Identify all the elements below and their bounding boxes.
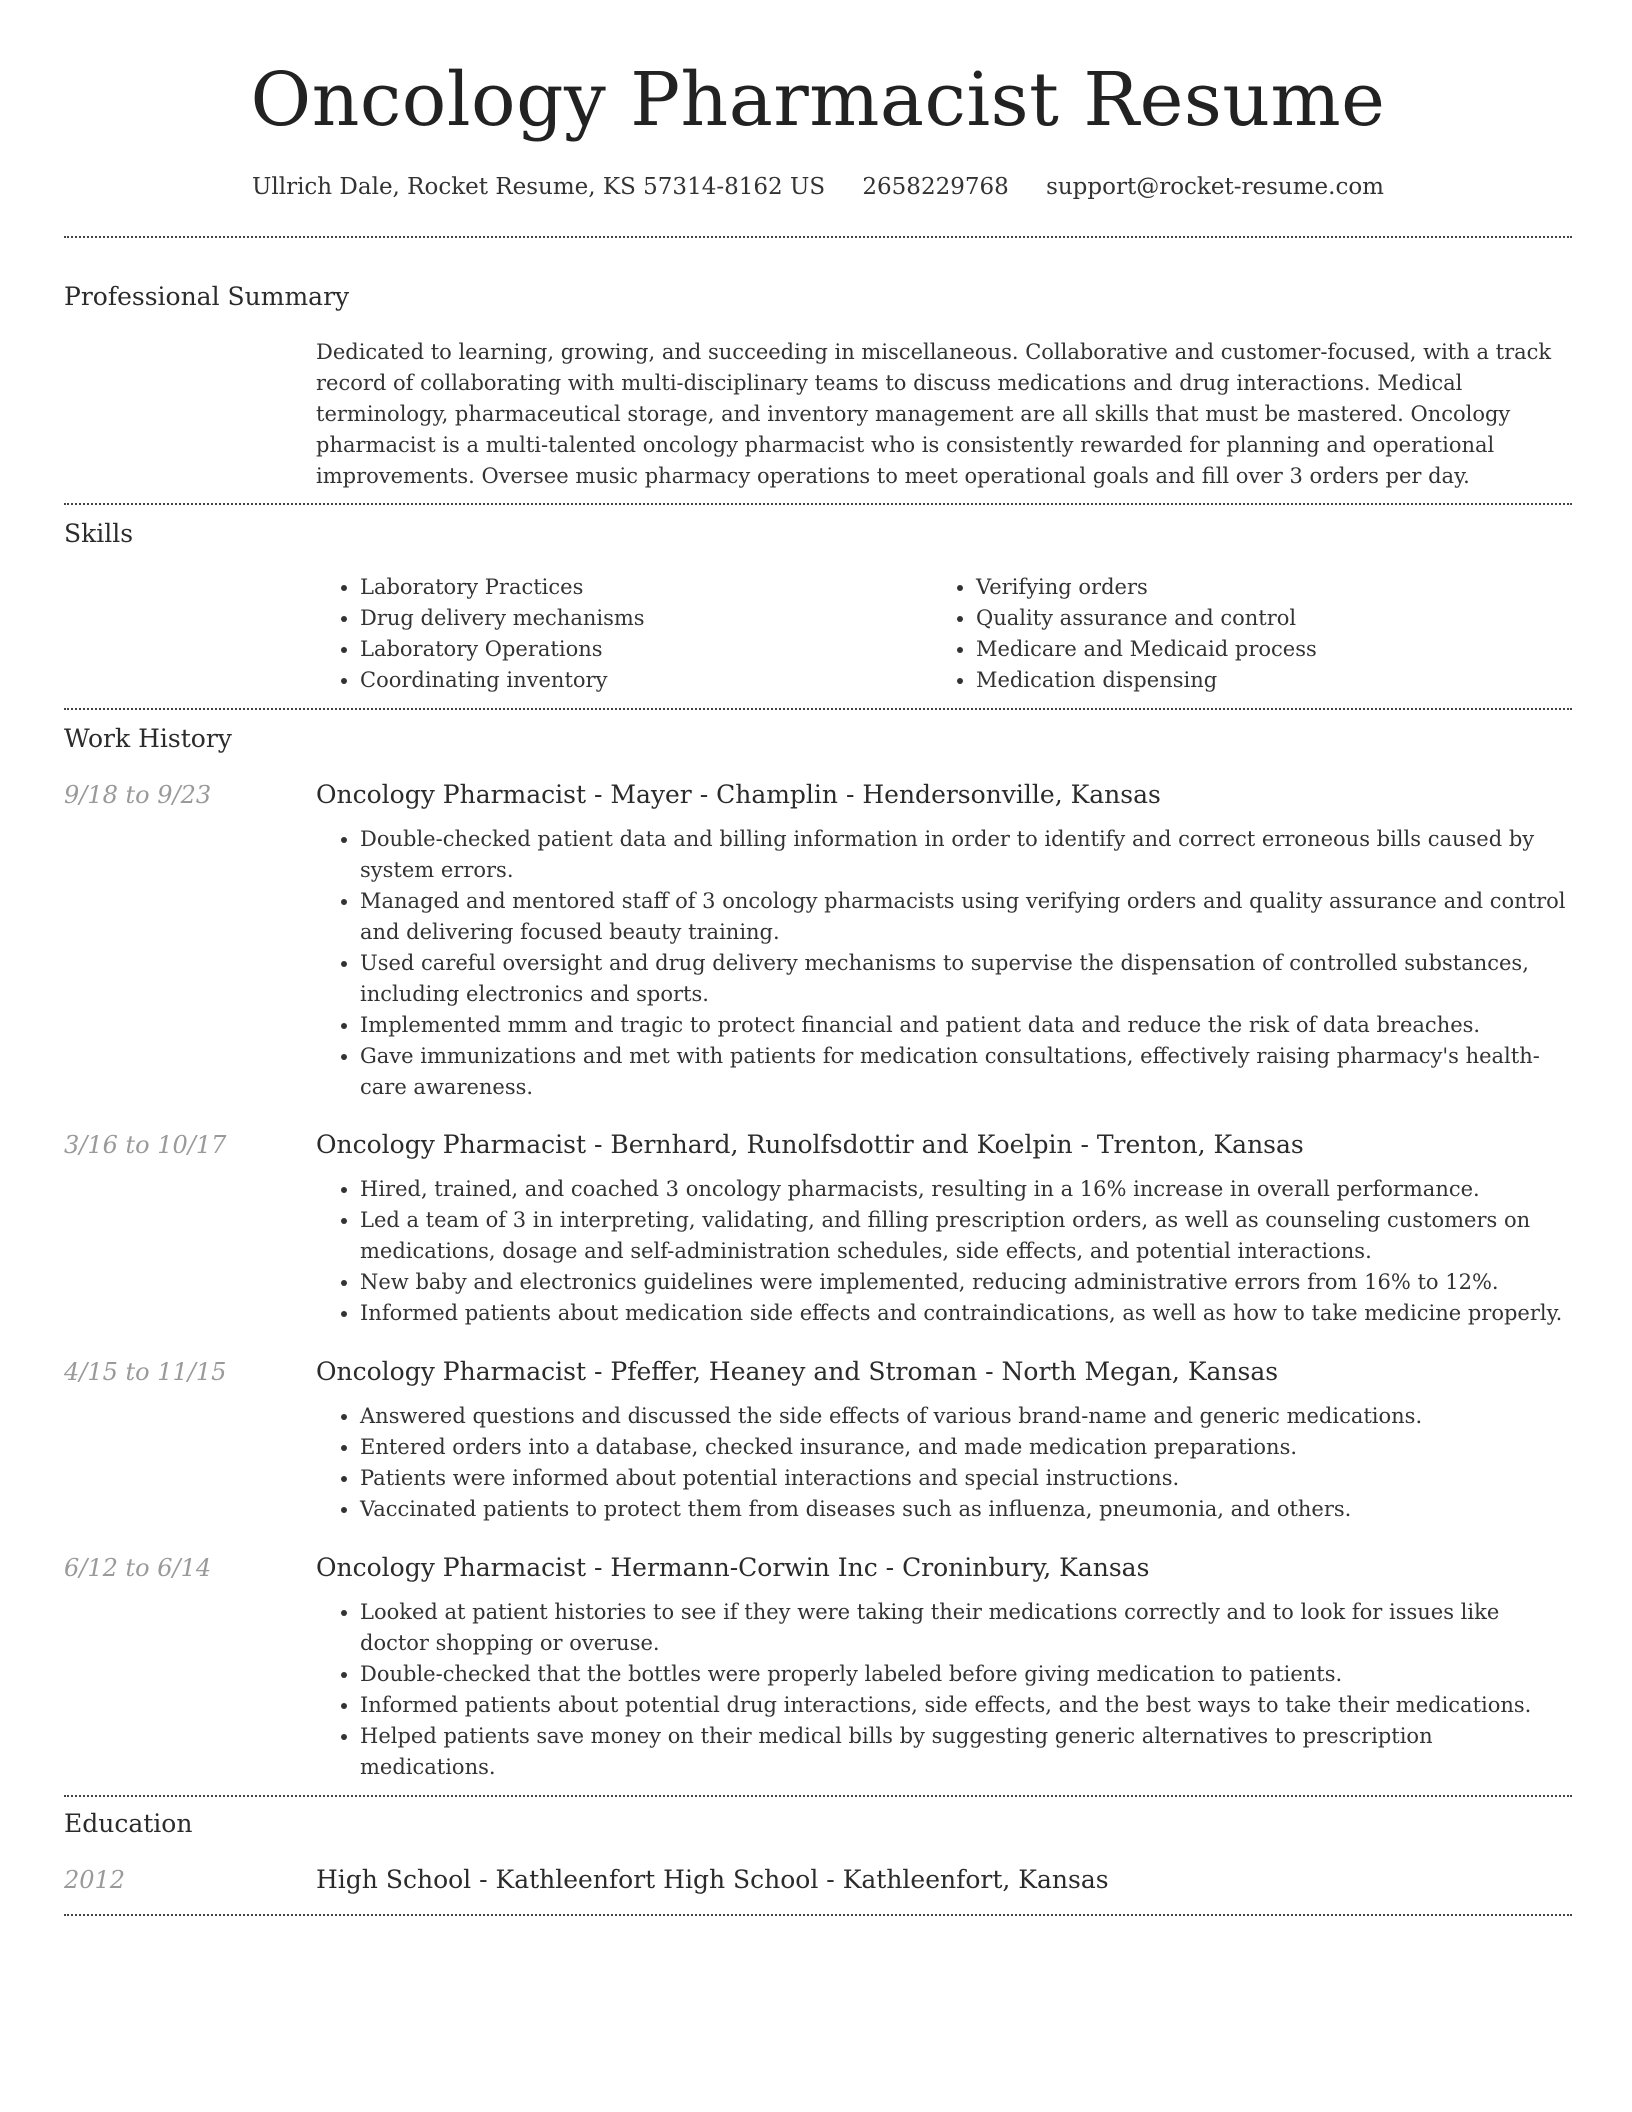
job-bullet: • New baby and electronics guidelines were implemented, reducing administrative errors from 16% to 12%. [360,1267,1572,1298]
job-bullet: • Helped patients save money on their medical bills by suggesting generic alternatives to prescription medications. [360,1721,1572,1783]
summary-heading: Professional Summary [64,282,350,311]
skill-item: • Medicare and Medicaid process [976,634,1548,665]
skill-item: • Laboratory Operations [360,634,932,665]
skills-grid [316,572,1572,696]
job-title: Oncology Pharmacist - Bernhard, Runolfsdottir and Koelpin - Trenton, Kansas [316,1130,1304,1159]
job-bullet: • Answered questions and discussed the side effects of various brand-name and generic medications. [360,1401,1572,1432]
section-divider [64,1914,1572,1916]
job-bullets [316,824,1572,1103]
resume-title: Oncology Pharmacist Resume [250,57,1386,143]
job-dates: 3/16 to 10/17 [64,1131,227,1159]
skill-item: • Quality assurance and control [976,603,1548,634]
skills-column-right [932,572,1548,696]
skills-heading: Skills [64,519,134,548]
job-bullet: • Entered orders into a database, checked insurance, and made medication preparations. [360,1432,1572,1463]
job-bullet: • Hired, trained, and coached 3 oncology pharmacists, resulting in a 16% increase in overall performance. [360,1174,1572,1205]
skill-item: • Drug delivery mechanisms [360,603,932,634]
job-bullet: • Informed patients about potential drug interactions, side effects, and the best ways to take their medications. [360,1690,1572,1721]
job-bullet: • Patients were informed about potential interactions and special instructions. [360,1463,1572,1494]
job-bullets [316,1597,1572,1783]
skills-column-left [316,572,932,696]
job-bullet: • Implemented mmm and tragic to protect financial and patient data and reduce the risk of data breaches. [360,1010,1572,1041]
job-body [316,1551,1572,1783]
job-entry [64,1128,1572,1329]
job-body [316,778,1572,1103]
contact-address: Ullrich Dale, Rocket Resume, KS 57314-8162 US [251,174,826,200]
resume-page [64,0,1572,1916]
section-divider [64,503,1572,505]
job-body [316,1355,1572,1525]
skill-item: • Laboratory Practices [360,572,932,603]
education-heading: Education [64,1809,193,1838]
job-bullet: • Used careful oversight and drug delivery mechanisms to supervise the dispensation of controlled substances, including electronics and sports. [360,948,1572,1010]
job-dates: 9/18 to 9/23 [64,781,212,809]
education-entry [64,1863,1572,1897]
job-dates: 4/15 to 11/15 [64,1358,227,1386]
job-entry [64,1355,1572,1525]
job-bullets [316,1174,1572,1329]
section-divider [64,1795,1572,1797]
job-bullets [316,1401,1572,1525]
job-bullet: • Led a team of 3 in interpreting, validating, and filling prescription orders, as well as counseling customers on medications, dosage and self-administration schedules, side effects, and potential interactions. [360,1205,1572,1267]
job-bullet: • Gave immunizations and met with patients for medication consultations, effectively raising pharmacy's health-care awareness. [360,1041,1572,1103]
job-dates: 6/12 to 6/14 [64,1554,212,1582]
job-entry [64,778,1572,1103]
summary-text: Dedicated to learning, growing, and succeeding in miscellaneous. Collaborative and customer-focused, with a track record of collaborating with multi-disciplinary teams to discuss medications and drug interactions. Medical terminology, pharmaceutical storage, and inventory management are all skills that must be mastered. Oncology pharmacist is a multi-talented oncology pharmacist who is consistently rewarded for planning and operational improvements. Oversee music pharmacy operations to meet operational goals and fill over 3 orders per day. [316,340,1552,488]
work-history-heading: Work History [64,724,232,753]
job-bullet: • Vaccinated patients to protect them from diseases such as influenza, pneumonia, and others. [360,1494,1572,1525]
contact-phone: 2658229768 [862,174,1009,200]
skill-item: • Coordinating inventory [360,665,932,696]
skill-item: • Medication dispensing [976,665,1548,696]
job-title: Oncology Pharmacist - Mayer - Champlin - Hendersonville, Kansas [316,780,1161,809]
job-title: Oncology Pharmacist - Pfeffer, Heaney and Stroman - North Megan, Kansas [316,1357,1279,1386]
job-bullet: • Informed patients about medication side effects and contraindications, as well as how to take medicine properly. [360,1298,1572,1329]
job-bullet: • Double-checked patient data and billing information in order to identify and correct erroneous bills caused by system errors. [360,824,1572,886]
job-title: Oncology Pharmacist - Hermann-Corwin Inc - Croninbury, Kansas [316,1553,1150,1582]
education-body [316,1863,1572,1897]
job-bullet: • Double-checked that the bottles were properly labeled before giving medication to patients. [360,1659,1572,1690]
job-bullet: • Looked at patient histories to see if they were taking their medications correctly and to look for issues like doctor shopping or overuse. [360,1597,1572,1659]
job-bullet: • Managed and mentored staff of 3 oncology pharmacists using verifying orders and quality assurance and control and delivering focused beauty training. [360,886,1572,948]
education-year: 2012 [64,1866,126,1894]
skill-item: • Verifying orders [976,572,1548,603]
job-entry [64,1551,1572,1783]
contact-line [64,172,1572,202]
contact-email: support@rocket-resume.com [1046,174,1384,200]
section-divider [64,236,1572,238]
job-body [316,1128,1572,1329]
education-title: High School - Kathleenfort High School - Kathleenfort, Kansas [316,1865,1109,1894]
section-divider [64,708,1572,710]
